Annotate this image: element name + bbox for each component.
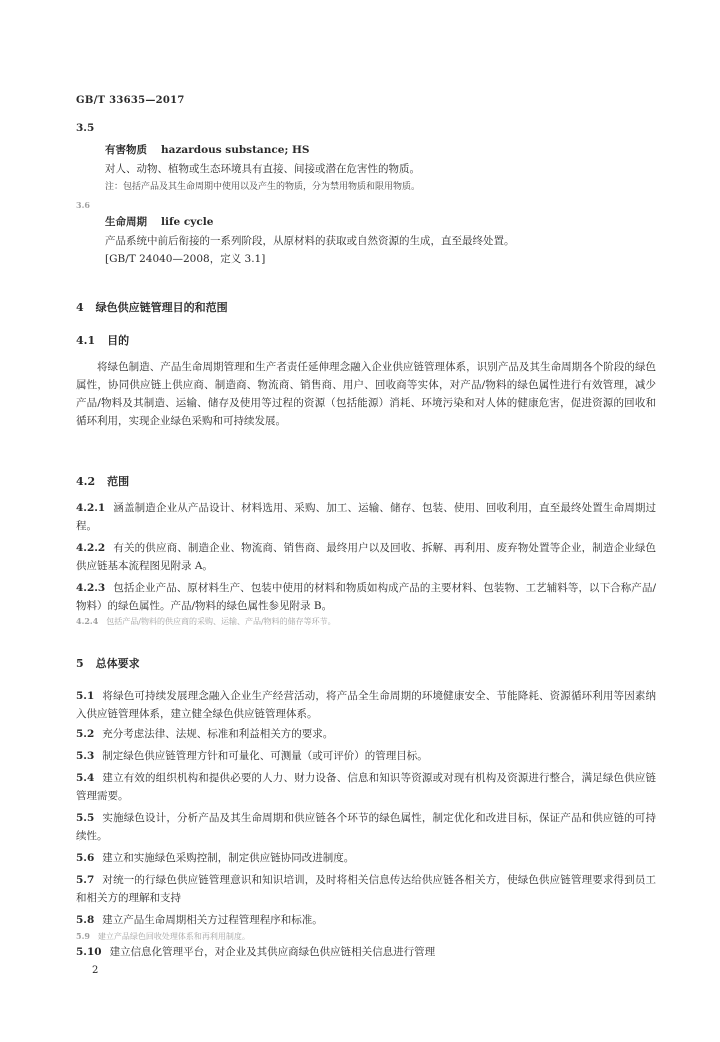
item-number: 5.6	[76, 852, 95, 864]
item-number: 5.4	[76, 772, 95, 784]
item-text: 建立产品绿色回收处理体系和再利用制度。	[97, 932, 250, 941]
item-text: 对统一的行绿色供应链管理意识和知识培训，及时将相关信息传达给供应链各相关方，使绿色供应链管理要求得到员工和相关方的理解和支持	[76, 874, 656, 904]
item-number: 4.2.2	[76, 542, 106, 554]
subsection-number: 4.1	[76, 334, 96, 347]
item-number: 5.8	[76, 914, 95, 926]
item-text: 实施绿色设计，分析产品及其生命周期和供应链各个环节的绿色属性，制定优化和改进目标，保证产品和供应链的可持续性。	[76, 812, 656, 842]
item-text: 制定绿色供应链管理方针和可量化、可测量（或可评价）的管理目标。	[102, 750, 428, 762]
subsection-title: 范围	[107, 475, 130, 488]
list-item	[76, 725, 656, 743]
section-5-items	[76, 687, 656, 961]
term-chinese: 生命周期	[105, 216, 147, 228]
section-title: 总体要求	[95, 657, 140, 670]
term-english: life cycle	[161, 216, 214, 228]
subsection-number: 4.2	[76, 475, 96, 488]
item-number: 5.5	[76, 812, 95, 824]
list-item	[76, 943, 656, 961]
term-heading	[105, 214, 656, 229]
item-list	[76, 499, 656, 627]
list-item	[76, 911, 656, 929]
section-5-heading	[76, 655, 656, 671]
list-item	[76, 769, 656, 805]
section-number: 5	[76, 657, 84, 670]
item-text: 将绿色可持续发展理念融入企业生产经营活动，将产品全生命周期的环境健康安全、节能降耗、资源循环利用等因素纳入供应链管理体系，建立健全绿色供应链管理体系。	[76, 690, 656, 720]
item-text: 有关的供应商、制造企业、物流商、销售商、最终用户以及回收、拆解、再利用、废弃物处置等企业，制造企业绿色供应链基本流程图见附录 A。	[76, 542, 656, 572]
list-item	[76, 747, 656, 765]
term-english: hazardous substance; HS	[161, 144, 310, 156]
term-reference: [GB/T 24040—2008，定义 3.1]	[105, 253, 266, 265]
page-number: 2	[92, 965, 99, 976]
section-4-2	[76, 473, 656, 627]
list-item	[76, 499, 656, 535]
item-text: 涵盖制造企业从产品设计、材料选用、采购、加工、运输、储存、包装、使用、回收利用，直至最终处置生命周期过程。	[76, 502, 656, 532]
list-item	[76, 687, 656, 723]
subsection-heading	[76, 332, 656, 348]
term-definition: 对人、动物、植物或生态环境具有直接、间接或潜在危害性的物质。	[105, 163, 420, 175]
item-text: 建立信息化管理平台，对企业及其供应商绿色供应链相关信息进行管理	[109, 946, 436, 958]
list-item	[76, 616, 656, 627]
item-text: 建立产品生命周期相关方过程管理程序和标准。	[102, 914, 323, 926]
list-item	[76, 579, 656, 615]
item-text: 充分考虑法律、法规、标准和利益相关方的要求。	[102, 728, 334, 740]
term-3-5	[76, 122, 656, 192]
section-title: 绿色供应链管理目的和范围	[95, 301, 228, 314]
item-number: 5.1	[76, 690, 95, 702]
item-number: 5.2	[76, 728, 95, 740]
item-number: 5.10	[76, 946, 102, 958]
paragraph-text: 将绿色制造、产品生命周期管理和生产者责任延伸理念融入企业供应链管理体系，识别产品及其生命周期各个阶段的绿色属性，协同供应链上供应商、制造商、物流商、销售商、用户、回收商等实体，对产品/物料的绿色属性进行有效管理，减少产品/物料及其制造、运输、储存及使用等过程的资源（包括能源）消耗、环境污染和对人体的健康危害，促进资源的回收和循环利用，实现企业绿色采购和可持续发展。	[76, 361, 656, 427]
item-text: 建立有效的组织机构和提供必要的人力、财力设备、信息和知识等资源或对现有机构及资源进行整合，满足绿色供应链管理需要。	[76, 772, 656, 802]
term-3-6	[76, 200, 656, 268]
section-4-1	[76, 332, 656, 430]
list-item	[76, 931, 656, 942]
item-text: 包括产品/物料的供应商的采购、运输、产品/物料的储存等环节。	[106, 617, 336, 626]
subsection-heading	[76, 473, 656, 489]
item-number: 5.7	[76, 874, 95, 886]
list-item	[76, 871, 656, 907]
item-number: 4.2.1	[76, 502, 106, 514]
term-definition: 产品系统中前后衔接的一系列阶段，从原材料的获取或自然资源的生成，直至最终处置。	[105, 235, 515, 247]
item-number: 4.2.3	[76, 582, 106, 594]
list-item	[76, 809, 656, 845]
term-number: 3.6	[76, 200, 90, 210]
section-4-heading	[76, 299, 656, 315]
item-number: 4.2.4	[76, 616, 99, 626]
item-number: 5.9	[76, 931, 90, 941]
item-text: 建立和实施绿色采购控制，制定供应链协同改进制度。	[102, 852, 355, 864]
term-chinese: 有害物质	[105, 144, 147, 156]
list-item	[76, 539, 656, 575]
standard-code-header: GB/T 33635—2017	[76, 95, 185, 106]
term-note: 注：包括产品及其生命周期中使用以及产生的物质，分为禁用物质和限用物质。	[105, 182, 421, 192]
item-number: 5.3	[76, 750, 95, 762]
subsection-title: 目的	[107, 334, 130, 347]
term-heading	[105, 142, 656, 157]
term-number: 3.5	[76, 122, 95, 134]
section-number: 4	[76, 301, 84, 314]
list-item	[76, 849, 656, 867]
item-text: 包括企业产品、原材料生产、包装中使用的材料和物质如构成产品的主要材料、包装物、工艺辅料等，以下合称产品/物料）的绿色属性。产品/物料的绿色属性参见附录 B。	[76, 582, 656, 612]
